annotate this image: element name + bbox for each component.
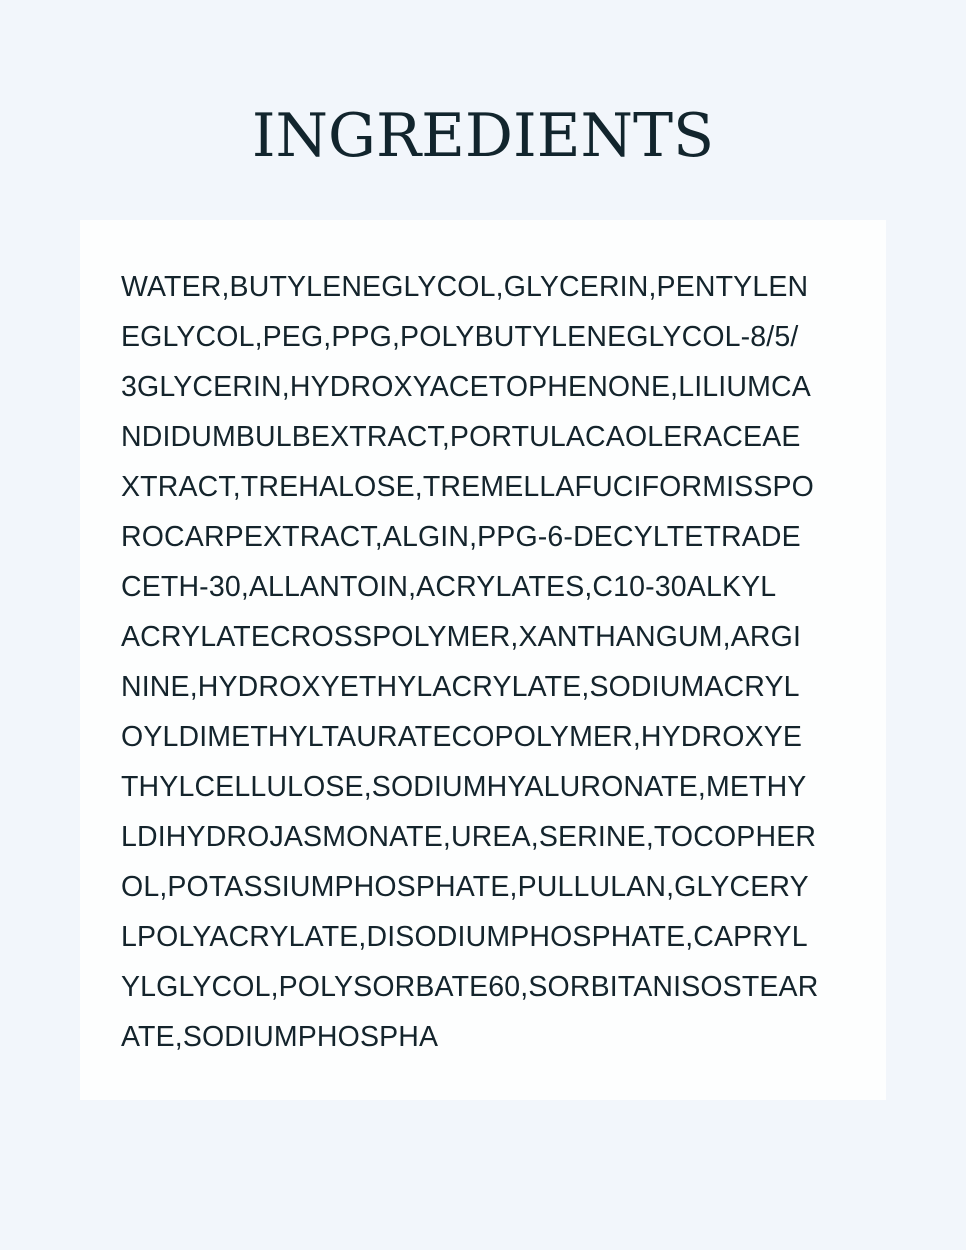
ingredients-line: NDIDUMBULBEXTRACT,PORTULACAOLERACEAE bbox=[121, 421, 801, 453]
ingredients-line: ACRYLATECROSSPOLYMER,XANTHANGUM,ARGI bbox=[121, 621, 802, 653]
ingredients-line: LPOLYACRYLATE,DISODIUMPHOSPHATE,CAPRYL bbox=[121, 921, 808, 953]
ingredients-line: ATE,SODIUMPHOSPHA bbox=[121, 1021, 439, 1053]
ingredients-line: XTRACT,TREHALOSE,TREMELLAFUCIFORMISSPO bbox=[121, 471, 814, 503]
ingredients-line: EGLYCOL,PEG,PPG,POLYBUTYLENEGLYCOL-8/5/ bbox=[121, 321, 799, 353]
ingredients-line: OYLDIMETHYLTAURATECOPOLYMER,HYDROXYE bbox=[121, 721, 803, 753]
page-title: INGREDIENTS bbox=[251, 101, 715, 171]
ingredients-card bbox=[80, 220, 886, 1100]
ingredients-line: OL,POTASSIUMPHOSPHATE,PULLULAN,GLYCERY bbox=[121, 871, 809, 903]
ingredients-line: NINE,HYDROXYETHYLACRYLATE,SODIUMACRYL bbox=[121, 671, 800, 703]
ingredients-line: WATER,BUTYLENEGLYCOL,GLYCERIN,PENTYLEN bbox=[121, 271, 809, 303]
ingredients-line: 3GLYCERIN,HYDROXYACETOPHENONE,LILIUMCA bbox=[121, 371, 811, 403]
ingredients-line: LDIHYDROJASMONATE,UREA,SERINE,TOCOPHER bbox=[121, 821, 817, 853]
ingredients-line: CETH-30,ALLANTOIN,ACRYLATES,C10-30ALKYL bbox=[121, 571, 777, 603]
ingredients-line: ROCARPEXTRACT,ALGIN,PPG-6-DECYLTETRADE bbox=[121, 521, 801, 553]
ingredients-line: YLGLYCOL,POLYSORBATE60,SORBITANISOSTEAR bbox=[121, 971, 819, 1003]
ingredients-line: THYLCELLULOSE,SODIUMHYALURONATE,METHY bbox=[121, 771, 807, 803]
